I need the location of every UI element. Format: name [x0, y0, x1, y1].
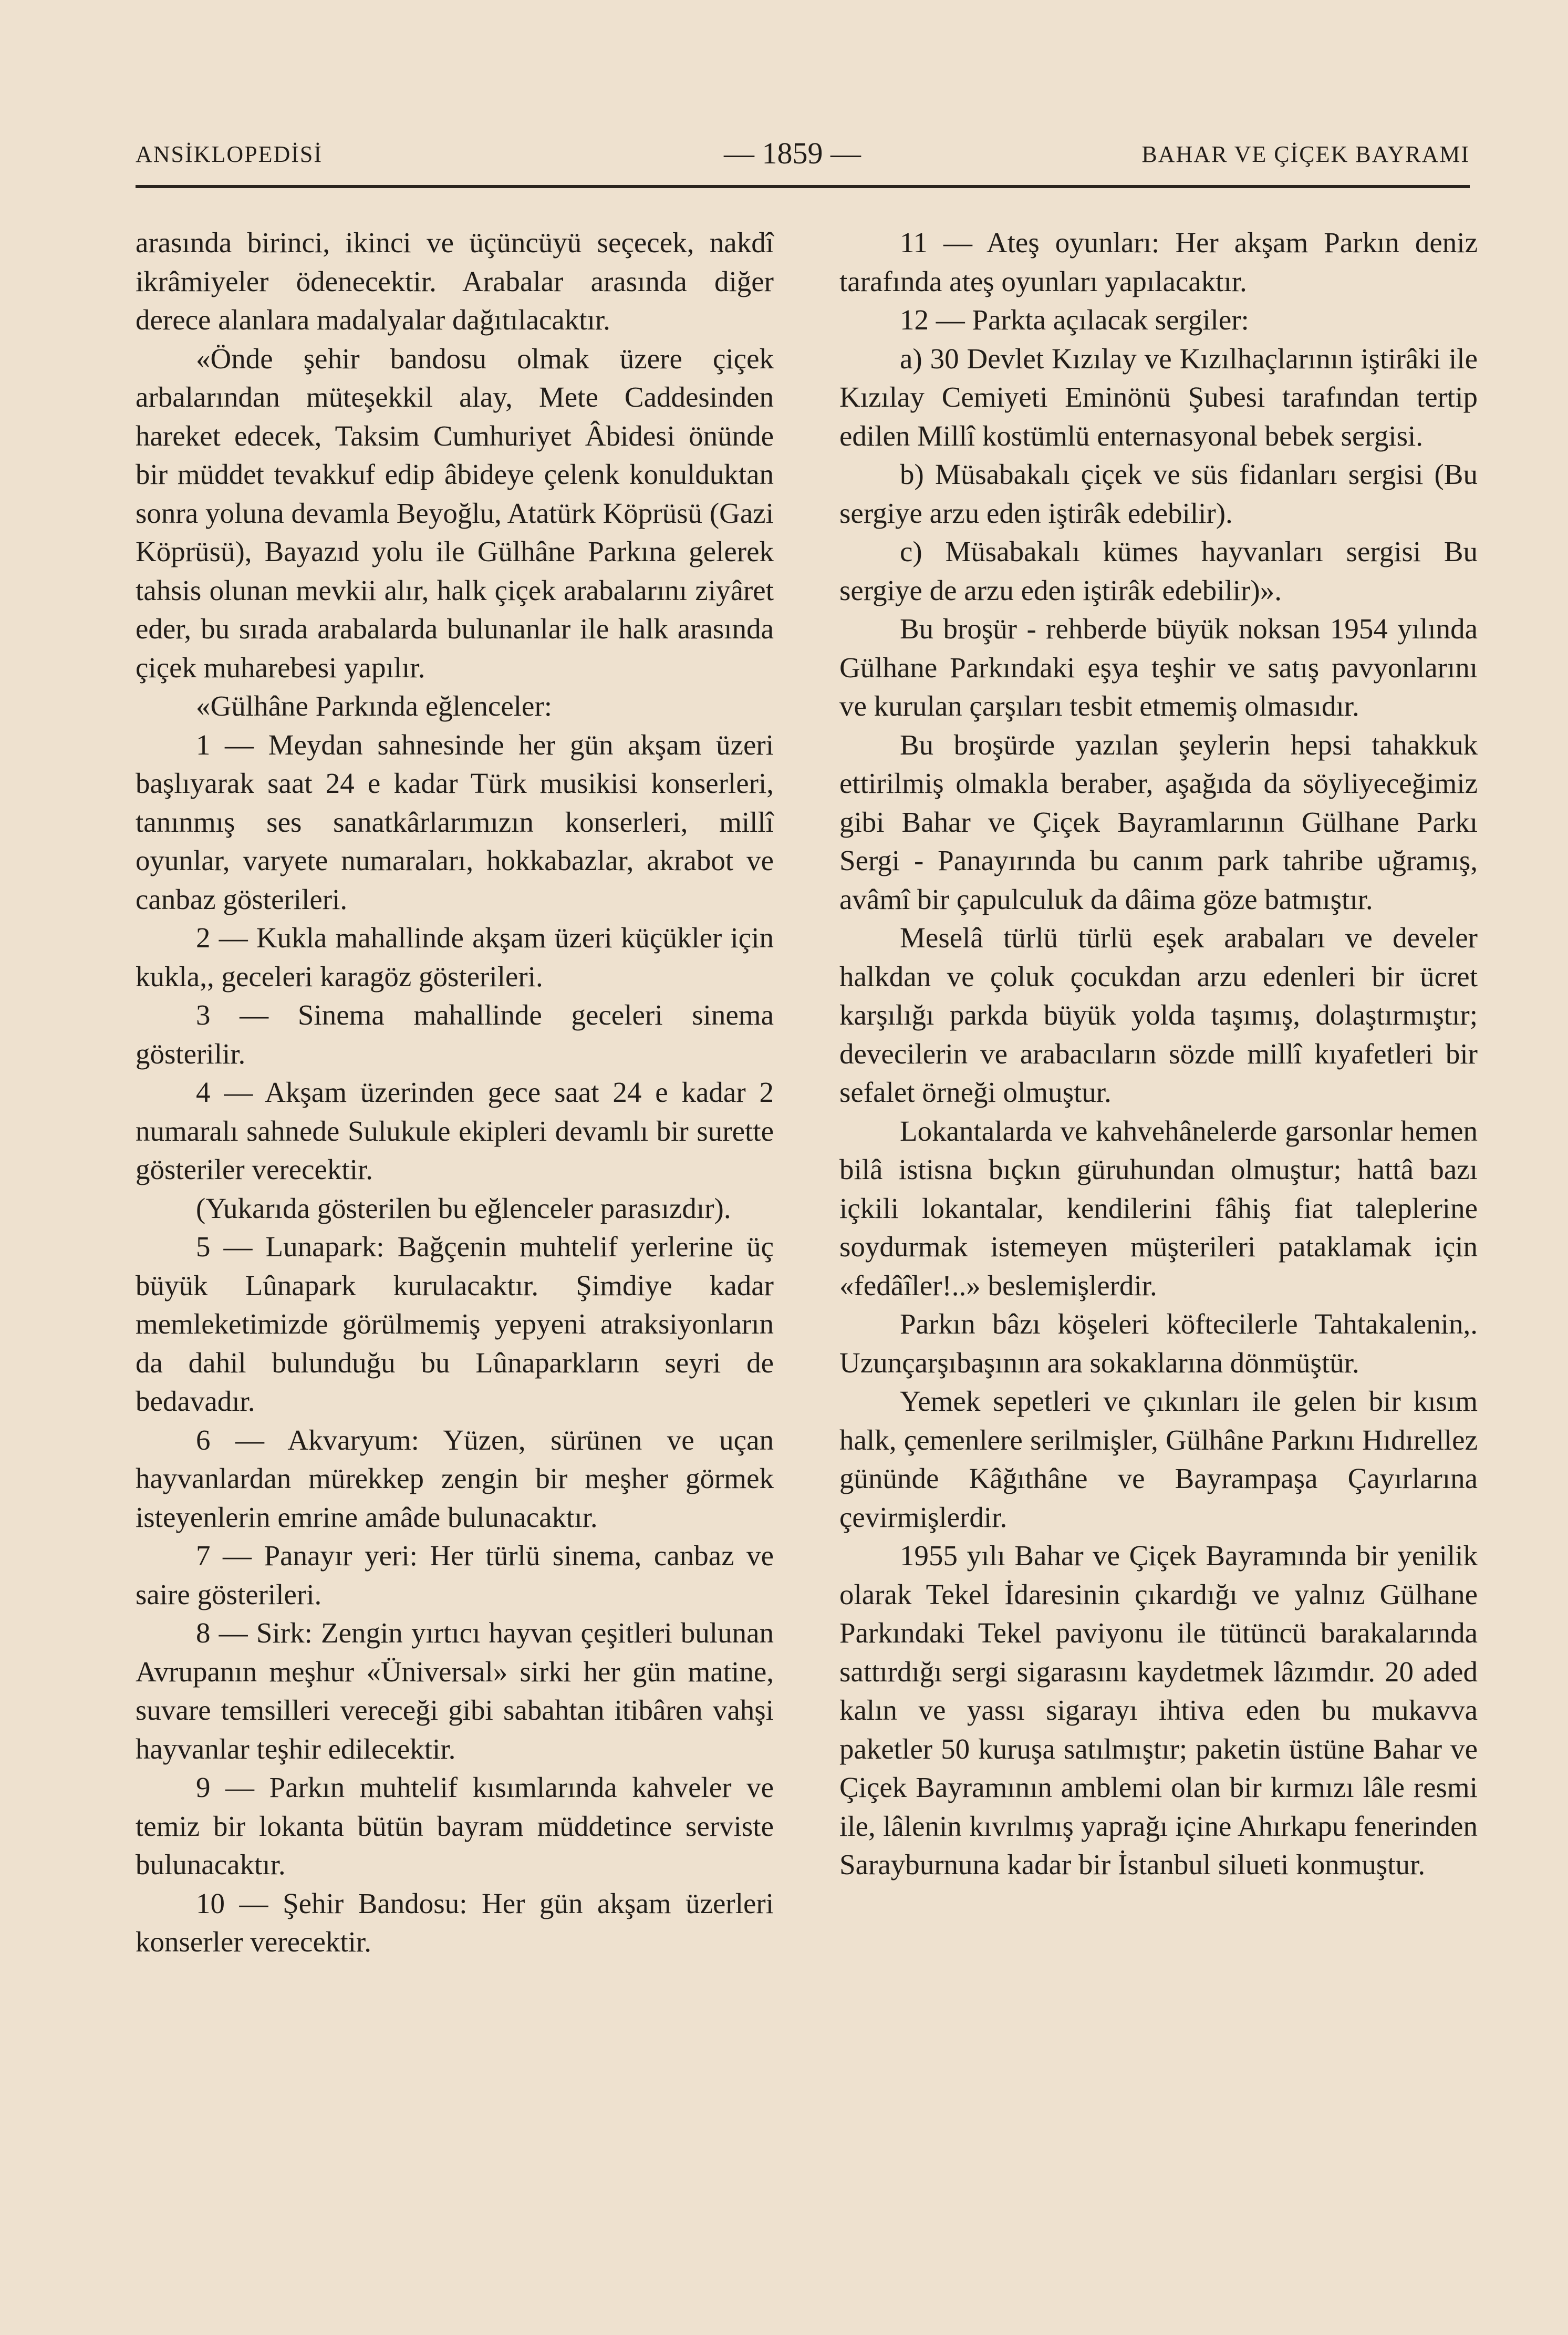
- paragraph: a) 30 Devlet Kızılay ve Kızılhaçlarının iştirâki ile Kızılay Cemiyeti Eminönü Şubesi tarafından tertip edilen Millî kostümlü enternasyonal bebek sergisi.: [839, 342, 1478, 452]
- paragraph: 1 — Meydan sahnesinde her gün akşam üzeri başlıyarak saat 24 e kadar Türk musikisi konserleri, tanınmış ses sanatkârlarımızın konserleri, millî oyunlar, varyete numaraları, hokkabazlar, akrabot ve canbaz gösterileri.: [136, 728, 774, 915]
- running-title-left: ANSİKLOPEDİSİ: [136, 141, 323, 167]
- paragraph: 3 — Sinema mahallinde geceleri sinema gösterilir.: [136, 999, 774, 1070]
- paragraph: Yemek sepetleri ve çıkınları ile gelen bir kısım halk, çemenlere serilmişler, Gülhâne Parkını Hıdırellez gününde Kâğıthâne ve Bayrampaşa Çayırlarına çevirmişlerdir.: [839, 1385, 1478, 1533]
- paragraph: (Yukarıda gösterilen bu eğlenceler parasızdır).: [196, 1192, 731, 1224]
- paragraph: 2 — Kukla mahallinde akşam üzeri küçükler için kukla,, geceleri karagöz gösterileri.: [136, 922, 774, 993]
- right-column: [839, 223, 1478, 1884]
- paragraph: Lokantalarda ve kahvehânelerde garsonlar hemen bilâ istisna bıçkın güruhundan olmuştur; hattâ bazı içkili lokantalar, kendilerini fâhiş fiat taleplerine soydurmak istemeyen müşterileri pataklamak için «fedâîler!..» beslemişlerdir.: [839, 1114, 1478, 1301]
- paragraph: 7 — Panayır yeri: Her türlü sinema, canbaz ve saire gösterileri.: [136, 1540, 774, 1610]
- paragraph: Bu broşürde yazılan şeylerin hepsi tahakkuk ettirilmiş olmakla beraber, aşağıda da söyliyeceğimiz gibi Bahar ve Çiçek Bayramlarının Gülhane Parkı Sergi - Panayırında bu canım park tahribe uğramış, avâmî bir çapulculuk da dâima göze batmıştır.: [839, 728, 1478, 915]
- paragraph: 11 — Ateş oyunları: Her akşam Parkın deniz tarafında ateş oyunları yapılacaktır.: [839, 226, 1478, 297]
- paragraph: arasında birinci, ikinci ve üçüncüyü seçecek, nakdî ikrâmiyeler ödenecektir. Arabalar arasında diğer derece alanlara madalyalar dağıtılacaktır.: [136, 226, 774, 336]
- paragraph: Parkın bâzı köşeleri köftecilerle Tahtakalenin,. Uzunçarşıbaşının ara sokaklarına dönmüştür.: [839, 1308, 1478, 1379]
- paragraph: 8 — Sirk: Zengin yırtıcı hayvan çeşitleri bulunan Avrupanın meşhur «Üniversal» sirki her gün matine, suvare temsilleri vereceği gibi sabahtan itibâren vahşi hayvanlar teşhir edilecektir.: [136, 1617, 774, 1765]
- paragraph: «Önde şehir bandosu olmak üzere çiçek arbalarından müteşekkil alay, Mete Caddesinden hareket edecek, Taksim Cumhuriyet Âbidesi önünde bir müddet tevakkuf edip âbideye çelenk konulduktan sonra yoluna devamla Beyoğlu, Atatürk Köprüsü (Gazi Köprüsü), Bayazıd yolu ile Gülhâne Parkına gelerek tahsis olunan mevkii alır, halk çiçek arabalarını ziyâret eder, bu sırada arabalarda bulunanlar ile halk arasında çiçek muharebesi yapılır.: [136, 342, 774, 684]
- paragraph: 12 — Parkta açılacak sergiler:: [900, 304, 1249, 336]
- paragraph: c) Müsabakalı kümes hayvanları sergisi Bu sergiye de arzu eden iştirâk edebilir)».: [839, 535, 1478, 606]
- paragraph: 5 — Lunapark: Bağçenin muhtelif yerlerine üç büyük Lûnapark kurulacaktır. Şimdiye kadar memleketimizde görülmemiş yepyeni atraksiyonların da dahil bulunduğu bu Lûnaparkların seyri de bedavadır.: [136, 1231, 774, 1417]
- page-number: — 1859 —: [724, 136, 861, 170]
- left-column: [136, 223, 774, 1961]
- running-title-right: BAHAR VE ÇİÇEK BAYRAMI: [1141, 141, 1470, 167]
- paragraph: 6 — Akvaryum: Yüzen, sürünen ve uçan hayvanlardan mürekkep zengin bir meşher görmek isteyenlerin emrine amâde bulunacaktır.: [136, 1423, 774, 1533]
- paragraph: b) Müsabakalı çiçek ve süs fidanları sergisi (Bu sergiye arzu eden iştirâk edebilir).: [839, 458, 1478, 529]
- page-header: [136, 136, 1470, 183]
- paragraph: «Gülhâne Parkında eğlenceler:: [196, 690, 553, 722]
- paragraph: 9 — Parkın muhtelif kısımlarında kahveler ve temiz bir lokanta bütün bayram müddetince serviste bulunacaktır.: [136, 1771, 774, 1881]
- paragraph: Meselâ türlü türlü eşek arabaları ve develer halkdan ve çoluk çocukdan arzu edenleri bir ücret karşılığı parkda büyük yolda taşımış, dolaştırmıştır; devecilerin ve arabacıların sözde millî kıyafetleri bir sefalet örneği olmuştur.: [839, 922, 1478, 1108]
- paragraph: 4 — Akşam üzerinden gece saat 24 e kadar 2 numaralı sahnede Sulukule ekipleri devamlı bir surette gösteriler verecektir.: [136, 1076, 774, 1185]
- paragraph: Bu broşür - rehberde büyük noksan 1954 yılında Gülhane Parkındaki eşya teşhir ve satış pavyonlarını ve kurulan çarşıları tesbit etmemiş olmasıdır.: [839, 613, 1478, 722]
- paragraph: 10 — Şehir Bandosu: Her gün akşam üzerleri konserler verecektir.: [136, 1887, 774, 1958]
- header-rule: [136, 185, 1470, 188]
- paragraph: 1955 yılı Bahar ve Çiçek Bayramında bir yenilik olarak Tekel İdaresinin çıkardığı ve yalnız Gülhane Parkındaki Tekel paviyonu ile tütüncü barakalarında sattırdığı sergi sigarasını kaydetmek lâzımdır. 20 aded kalın ve yassı sigarayı ihtiva eden bu mukavva paketler 50 kuruşa satılmıştır; paketin üstüne Bahar ve Çiçek Bayramının amblemi olan bir kırmızı lâle resmi ile, lâlenin kıvrılmış yaprağı içine Ahırkapu fenerinden Sarayburnuna kadar bir İstanbul silueti konmuştur.: [839, 1540, 1478, 1881]
